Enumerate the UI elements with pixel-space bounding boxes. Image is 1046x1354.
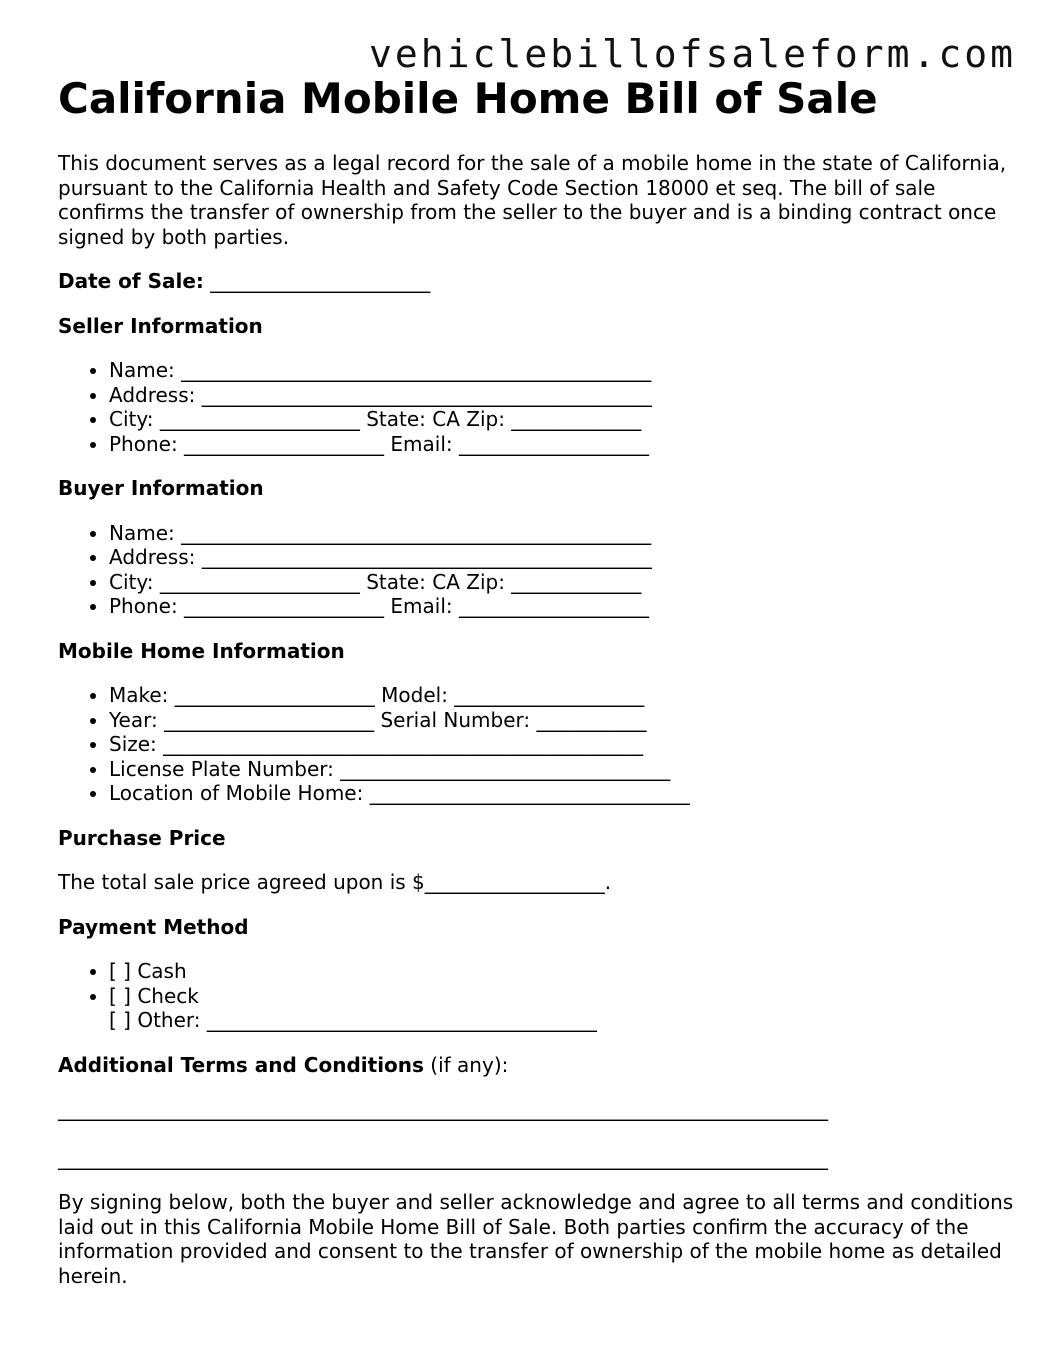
intro-paragraph: This document serves as a legal record for the sale of a mobile home in the state of California, pursuant to the California Health and Safety Code Section 18000 et seq. The bill of sale confirms the transfer of ownership from the seller to the buyer and is a binding contract once signed by both parties.	[58, 151, 1007, 249]
buyer-heading: Buyer Information	[58, 476, 264, 500]
payment-method-heading: Payment Method	[58, 914, 249, 939]
additional-terms-line-2[interactable]: _____________________________________________________________________________	[58, 1145, 828, 1170]
seller-name-field[interactable]: Name: _______________________________________________	[109, 358, 1018, 383]
buyer-city-state-zip-field[interactable]: City: ____________________ State: CA Zip: _____________	[109, 570, 1018, 595]
additional-terms-label: Additional Terms and Conditions	[58, 1052, 424, 1077]
buyer-list	[58, 521, 1018, 619]
mobile-home-heading: Mobile Home Information	[58, 638, 345, 663]
additional-terms-suffix: (if any):	[423, 1052, 509, 1077]
seller-heading: Seller Information	[58, 313, 263, 338]
size-field[interactable]: Size: ________________________________________________	[109, 732, 1018, 757]
payment-other-checkbox[interactable]: [ ] Other: _______________________________________	[109, 1008, 597, 1032]
payment-method-list	[58, 959, 1018, 1033]
location-field[interactable]: Location of Mobile Home: ________________________________	[109, 781, 1018, 806]
purchase-price-heading: Purchase Price	[58, 825, 226, 850]
seller-phone-email-field[interactable]: Phone: ____________________ Email: ___________________	[109, 432, 1018, 457]
buyer-phone-email-field[interactable]: Phone: ____________________ Email: ___________________	[109, 594, 1018, 619]
purchase-price-field[interactable]: The total sale price agreed upon is $__________________.	[58, 870, 612, 894]
seller-city-state-zip-field[interactable]: City: ____________________ State: CA Zip: _____________	[109, 407, 1018, 432]
year-serial-field[interactable]: Year: _____________________ Serial Number: ___________	[109, 708, 1018, 733]
additional-terms-heading	[58, 1053, 1018, 1078]
license-plate-field[interactable]: License Plate Number: _________________________________	[109, 757, 1018, 782]
mobile-home-list	[58, 683, 1018, 806]
date-of-sale-label: Date of Sale:	[58, 269, 204, 293]
site-watermark: vehiclebillofsaleform.com	[369, 32, 1016, 76]
seller-address-field[interactable]: Address: _____________________________________________	[109, 383, 1018, 408]
document-body	[58, 151, 1018, 1288]
date-of-sale-row	[58, 269, 1018, 294]
make-model-field[interactable]: Make: ____________________ Model: ___________________	[109, 683, 1018, 708]
buyer-name-field[interactable]: Name: _______________________________________________	[109, 521, 1018, 546]
additional-terms-line-1[interactable]: _____________________________________________________________________________	[58, 1097, 828, 1121]
payment-cash-checkbox[interactable]: [ ] Cash	[109, 959, 1018, 984]
seller-list	[58, 358, 1018, 456]
buyer-address-field[interactable]: Address: _____________________________________________	[109, 545, 1018, 570]
payment-check-checkbox[interactable]: [ ] Check	[109, 984, 1018, 1009]
page-title: California Mobile Home Bill of Sale	[58, 74, 878, 123]
closing-paragraph: By signing below, both the buyer and seller acknowledge and agree to all terms and conditions laid out in this California Mobile Home Bill of Sale. Both parties confirm the accuracy of the information provided and consent to the transfer of ownership of the mobile home as detailed herein.	[58, 1190, 1014, 1288]
date-of-sale-blank[interactable]: ______________________	[203, 269, 431, 293]
